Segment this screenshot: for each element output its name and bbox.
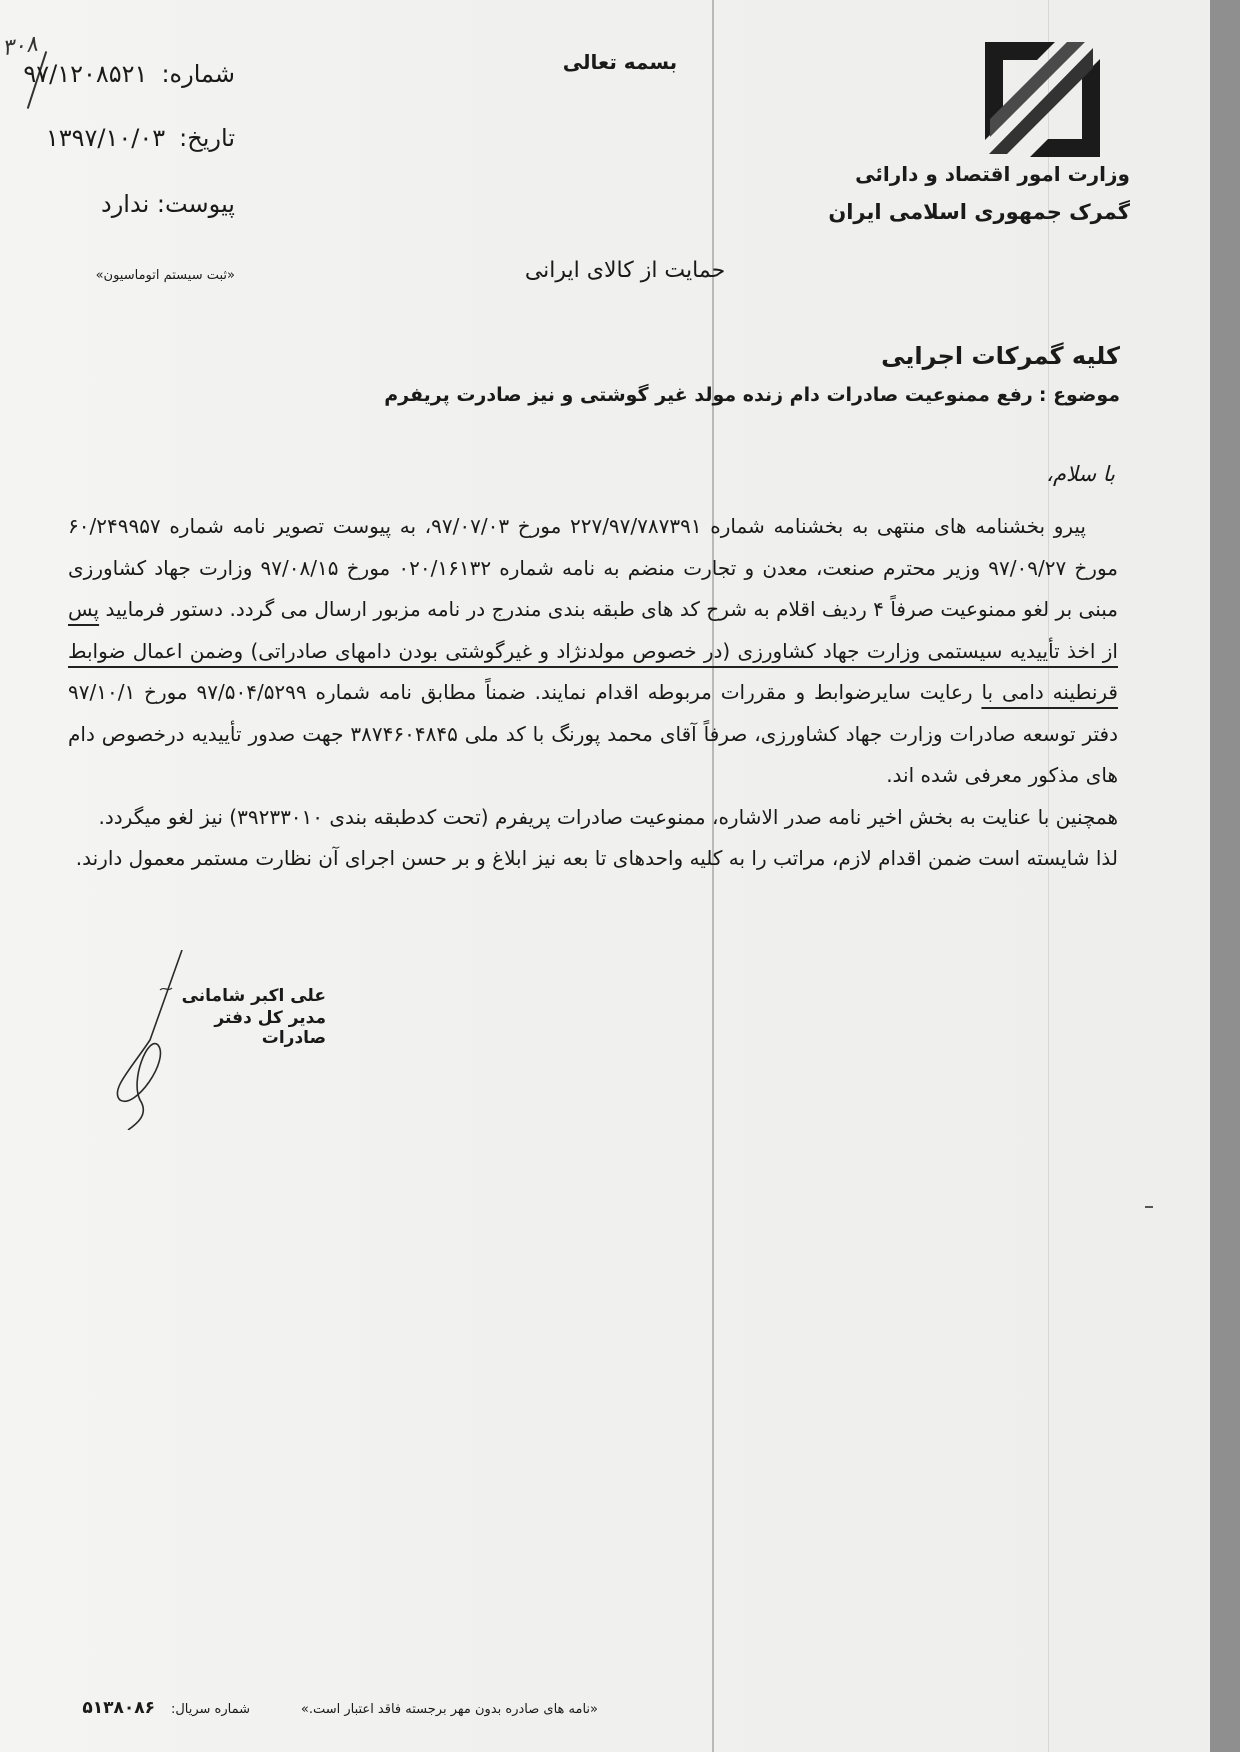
subject-label: موضوع : <box>1038 384 1120 406</box>
letter-attachment <box>101 190 235 218</box>
attachment-label: پیوست: <box>156 190 235 218</box>
slogan: حمایت از کالای ایرانی <box>524 258 726 283</box>
body-paragraph: همچنین با عنایت به بخش اخیر نامه صدر الاشاره، ممنوعیت صادرات پریفرم (تحت کدطبقه بندی ۳۹۲۳۳۰۱۰) نیز لغو میگردد. <box>98 804 1118 829</box>
body-paragraph: لذا شایسته است ضمن اقدام لازم، مراتب را به کلیه واحدهای تا بعه نیز ابلاغ و بر حسن اجرای آن نظارت مستمر معمول دارند. <box>75 846 1118 870</box>
signatory-name: علی اکبر شامانی <box>181 986 326 1006</box>
greeting: با سلام، <box>1046 462 1115 486</box>
letter-number-label: شماره: <box>161 60 235 88</box>
serial-label: شماره سریال: <box>170 1702 250 1717</box>
handwritten-note: ۳۰۸ <box>0 31 40 62</box>
customs-logo-icon <box>985 42 1100 157</box>
margin-mark <box>1145 1206 1153 1208</box>
signatory-title: مدیر کل دفتر صادرات <box>214 1008 326 1048</box>
agency-name: گمرک جمهوری اسلامی ایران <box>828 200 1130 224</box>
addressee: کلیه گمرکات اجرایی <box>881 342 1120 370</box>
letter-date-label: تاریخ: <box>179 124 235 152</box>
serial-number: ۵۱۳۸۰۸۶ <box>82 1698 155 1718</box>
scan-edge <box>1210 0 1240 1752</box>
automation-note: «ثبت سیستم اتوماسیون» <box>95 268 235 283</box>
letter-number <box>23 60 235 88</box>
body-paragraph <box>68 506 1118 797</box>
attachment-value: ندارد <box>101 190 150 218</box>
letter-date-value: ۱۳۹۷/۱۰/۰۳ <box>45 124 166 152</box>
letter-body <box>68 506 1118 880</box>
body-text: پیرو بخشنامه های منتهی به بخشنامه شماره ۲۲۷/۹۷/۷۸۷۳۹۱ مورخ ۹۷/۰۷/۰۳، به پیوست تصویر نامه شماره ۶۰/۲۴۹۹۵۷ مورخ ۹۷/۰۹/۲۷ وزیر محترم صنعت، معدن و تجارت منضم به نامه شماره ۰۲۰/۱۶۱۳۲ مورخ ۹۷/۰۸/۱۵ وزارت جهاد کشاورزی مبنی بر لغو ممنوعیت صرفاً ۴ ردیف اقلام به شرح کد های طبقه بندی مندرج در نامه مزبور ارسال می گردد. دستور فرمایید <box>68 514 1118 621</box>
body-text: رعایت سایرضوابط و مقررات مربوطه اقدام نمایند. ضمناً مطابق نامه شماره ۹۷/۵۰۴/۵۲۹۹ مورخ ۹۷/۱۰/۱ دفتر توسعه صادرات وزارت جهاد کشاورزی، صرفاً آقای محمد پورنگ با کد ملی ۳۸۷۴۶۰۴۸۴۵ جهت صدور تأییدیه درخصوص دام های مذکور معرفی شده اند. <box>68 680 1118 787</box>
letter-number-value: ۹۷/۱۲۰۸۵۲۱ <box>23 60 148 88</box>
underlined-instruction: پس از اخذ تأییدیه سیستمی وزارت جهاد کشاورزی (در خصوص مولدنژاد و غیرگوشتی بودن دامهای صادراتی) وضمن اعمال ضوابط قرنطینه دامی با <box>68 597 1118 704</box>
ministry-name: وزارت امور اقتصاد و دارائی <box>855 162 1130 186</box>
basmala-heading: بسمه تعالی <box>562 50 678 74</box>
subject-text: رفع ممنوعیت صادرات دام زنده مولد غیر گوشتی و نیز صادرت پریفرم <box>384 384 1033 406</box>
validity-note: «نامه های صادره بدون مهر برجسته فاقد اعتبار است.» <box>300 1702 598 1717</box>
subject-line <box>384 384 1120 406</box>
letter-date <box>46 124 235 152</box>
